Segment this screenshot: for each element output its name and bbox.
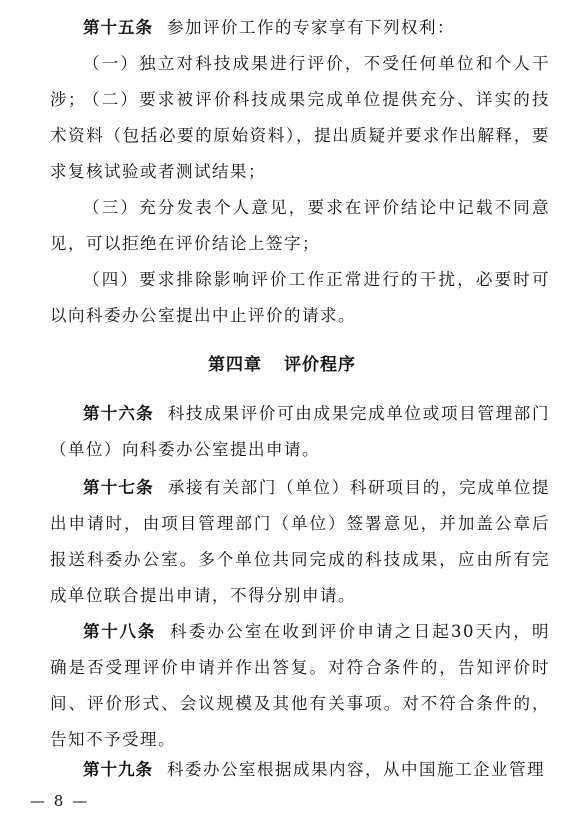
right-item-1-text: （一）独立对科技成果进行评价，不受任何单位和个人干涉；: [50, 54, 550, 109]
article-17-paragraph: [50, 470, 550, 614]
article-16-text: 科技成果评价可由成果完成单位或项目管理部门（单位）向科委办公室提出申请。: [50, 404, 551, 459]
chapter-title: 评价程序: [284, 355, 356, 375]
chapter-heading: [0, 350, 564, 375]
article-15-heading: 第十五条: [83, 18, 153, 37]
article-18-paragraph: [50, 614, 550, 758]
article-19-paragraph: [50, 752, 550, 788]
right-item-2-text: （二）要求被评价科技成果完成单位提供充分、详实的技术资料（包括必要的原始资料），提出质疑并要求作出解释，要求复核试验或者测试结果；: [50, 90, 550, 181]
article-18-heading: 第十八条: [83, 622, 156, 641]
article-16-paragraph: [50, 396, 550, 468]
chapter-number: 第四章: [208, 355, 262, 375]
right-item-3-text: （三）充分发表个人意见，要求在评价结论中记载不同意见，可以拒绝在评价结论上签字；: [50, 198, 550, 253]
right-item-4: [50, 262, 550, 334]
article-15-paragraph: [50, 10, 550, 46]
article-17-text: 承接有关部门（单位）科研项目的，完成单位提出申请时，由项目管理部门（单位）签署意见，并加盖公章后报送科委办公室。多个单位共同完成的科技成果，应由所有完成单位联合提出申请，不得分别申请。: [50, 478, 551, 605]
article-16-heading: 第十六条: [83, 404, 154, 423]
article-17-heading: 第十七条: [83, 478, 154, 497]
right-item-4-text: （四）要求排除影响评价工作正常进行的干扰，必要时可以向科委办公室提出中止评价的请求。: [50, 270, 550, 325]
page-number: — 8 —: [30, 792, 90, 810]
article-18-text: 科委办公室在收到评价申请之日起30天内，明确是否受理评价申请并作出答复。对符合条件的，告知评价时间、评价形式、会议规模及其他有关事项。对不符合条件的，告知不予受理。: [50, 622, 551, 749]
article-19-text: 科委办公室根据成果内容，从中国施工企业管理: [167, 760, 545, 779]
right-item-3: [50, 190, 550, 262]
right-item-2: [50, 82, 550, 190]
article-19-heading: 第十九条: [83, 760, 153, 779]
article-15-text: 参加评价工作的专家享有下列权利：: [167, 18, 455, 37]
